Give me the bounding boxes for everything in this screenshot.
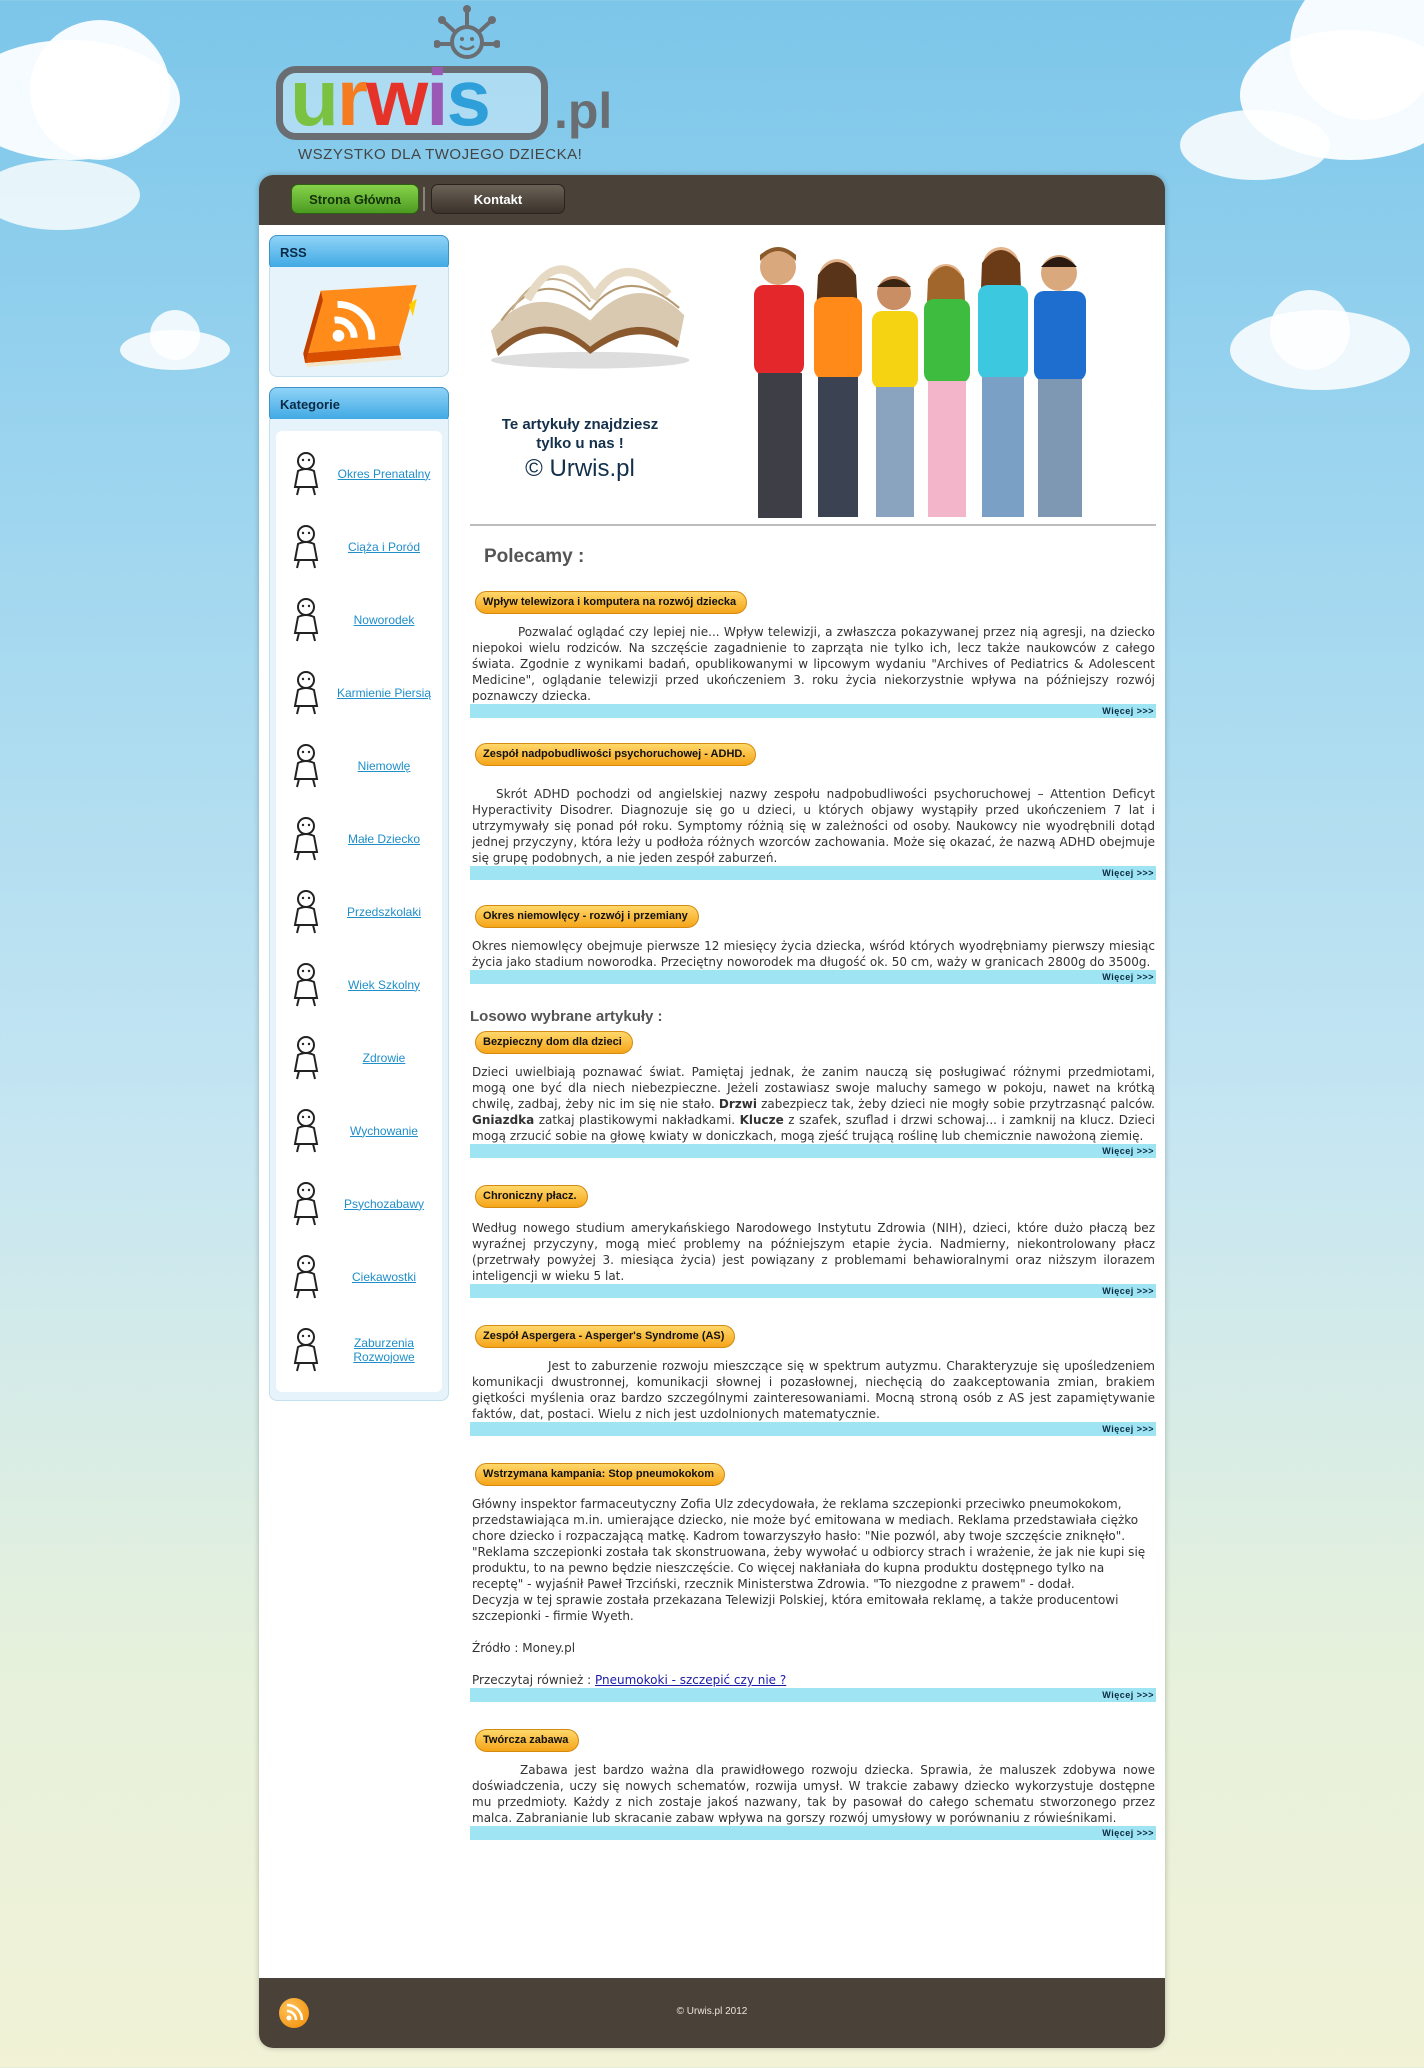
article-source: Źródło : Money.pl bbox=[472, 1641, 576, 1655]
text-fragment: zatkaj plastikowymi nakładkami. bbox=[534, 1113, 740, 1127]
bold-term: Klucze bbox=[739, 1113, 784, 1127]
logo-letter: w bbox=[366, 53, 427, 142]
banner-copyright: © Urwis.pl bbox=[525, 455, 635, 482]
read-more-link[interactable]: Więcej >>> bbox=[470, 1422, 1156, 1436]
logo-letter: r bbox=[336, 53, 367, 142]
infant-icon bbox=[284, 741, 328, 789]
nav-contact-button[interactable]: Kontakt bbox=[431, 184, 565, 214]
article-title[interactable]: Chroniczny płacz. bbox=[475, 1185, 588, 1208]
health-icon bbox=[284, 1033, 328, 1081]
main-content bbox=[470, 225, 1156, 1840]
newborn-icon bbox=[284, 595, 328, 643]
read-also-label: Przeczytaj również : bbox=[472, 1673, 592, 1687]
cloud-decoration bbox=[1270, 290, 1350, 370]
read-more-link[interactable]: Więcej >>> bbox=[470, 704, 1156, 718]
top-navigation bbox=[259, 175, 1165, 225]
banner bbox=[470, 225, 1156, 526]
article bbox=[470, 904, 1156, 984]
category-item[interactable] bbox=[276, 729, 442, 802]
article-excerpt: Skrót ADHD pochodzi od angielskiej nazwy zespołu nadpobudliwości psychoruchowej – Attention Deficyt Hyperactivity Disodrer. Diagnozuje się go u dzieci, u których objawy wystąpiły przed ukończeniem 7 lat i utrzymywały się ponad pół roku. Symptomy różnią się w zależności od osoby. Naukowcy nie wyodrębnili dotąd jednej przyczyny, która leży u podłoża różnych wzorców zachowania. Może się okazać, że nazwą ADHD obejmuje się grupę podobnych, a nie jeden zespół zaburzeń. bbox=[472, 787, 1155, 865]
footer bbox=[259, 1978, 1165, 2048]
random-articles bbox=[470, 1030, 1156, 1840]
category-list bbox=[276, 431, 442, 1392]
category-item[interactable] bbox=[276, 1094, 442, 1167]
category-link[interactable]: Wychowanie bbox=[350, 1123, 418, 1138]
article-title[interactable]: Twórcza zabawa bbox=[475, 1729, 579, 1752]
article-title[interactable]: Zespół nadpobudliwości psychoruchowej - ADHD. bbox=[475, 743, 756, 766]
text-fragment: Dzieci uwielbiają poznawać świat. Pamiętaj jednak, że zanim nauczą się posługiwać różnymi przedmiotami, mogą one być dla niech niebezpieczne. Jeżeli zostawiasz swoje maluchy samego w pokoju, nawet na krótką chwilę, zadbaj, żeby nic im się nie stało. bbox=[472, 1065, 1155, 1111]
article-excerpt: Okres niemowlęcy obejmuje pierwsze 12 miesięcy życia dziecka, wśród których wyodrębniamy pierwszy miesiąc życia jako stadium noworodka. Przeciętny noworodek ma długość ok. 50 cm, waży w granicach 2800g do 3500g. bbox=[472, 939, 1155, 969]
banner-line-1: Te artykuły znajdziesz bbox=[501, 416, 659, 433]
article-paragraph: "Reklama szczepionki została tak skonstruowana, żeby wywołać u odbiorcy strach i wrażenie, że jak nie kupi się produktu, to na pewno będzie nieszczęście. Co więcej nakłaniała do kupna produktu dostępnego tylko na receptę" - wyjaśnił Paweł Trzciński, rzecznik Ministerstwa Zdrowia. "To niezgodne z prawem" - dodał. bbox=[472, 1545, 1146, 1591]
article bbox=[470, 1728, 1156, 1840]
rss-box-title: RSS bbox=[269, 235, 449, 271]
upbringing-icon bbox=[284, 1106, 328, 1154]
read-more-link[interactable]: Więcej >>> bbox=[470, 1688, 1156, 1702]
logo-domain-suffix: .pl bbox=[554, 83, 613, 139]
article bbox=[470, 590, 1156, 718]
read-more-link[interactable]: Więcej >>> bbox=[470, 866, 1156, 880]
read-more-link[interactable]: Więcej >>> bbox=[470, 1144, 1156, 1158]
category-link[interactable]: Karmienie Piersią bbox=[336, 685, 432, 700]
categories-box bbox=[269, 419, 449, 1401]
text-fragment: z szafek, szuflad i drzwi schowaj... i zamknij na klucz. Dzieci mogą zrzucić sobie na głowę kwiaty w doniczkach, mogą zjeść trującą roślinę lub chemicznie nawożoną ziemię. bbox=[472, 1113, 1155, 1143]
category-link[interactable]: Psychozabawy bbox=[343, 1196, 425, 1211]
banner-line-2: tylko u nas ! bbox=[536, 435, 624, 452]
pregnant-icon bbox=[284, 449, 328, 497]
read-more-link[interactable]: Więcej >>> bbox=[470, 1826, 1156, 1840]
article-excerpt bbox=[470, 1064, 1156, 1144]
article-excerpt: Jest to zaburzenie rozwoju mieszczące się w spektrum autyzmu. Charakteryzuje się upośledzeniem komunikacji dwustronnej, komunikacji słownej i pozasłownej, niechęcią do zaakceptowania zmian, brakiem giętkości myślenia oraz bardzo szczególnymi zainteresowaniami. Mocną stroną osób z AS jest zapamiętywanie faktów, dat, postaci. Wielu z nich jest uzdolnionych matematycznie. bbox=[472, 1359, 1155, 1421]
category-item[interactable] bbox=[276, 1167, 442, 1240]
stork-icon bbox=[284, 522, 328, 570]
article-title[interactable]: Zespół Aspergera - Asperger's Syndrome (AS) bbox=[475, 1325, 735, 1348]
category-item[interactable] bbox=[276, 875, 442, 948]
category-item[interactable] bbox=[276, 1021, 442, 1094]
read-also-link[interactable]: Pneumokoki - szczepić czy nie ? bbox=[594, 1673, 787, 1687]
read-also bbox=[472, 1672, 1155, 1688]
article-paragraph: Główny inspektor farmaceutyczny Zofia Ulz zdecydowała, że reklama szczepionki przeciwko pneumokokom, przedstawiająca m.in. umierające dziecko, nie może być emitowana w mediach. Reklama przedstawiała ciężko chore dziecko i rozpaczającą matkę. Kadrom towarzyszyło hasło: "Nie pozwól, aby twoje szczęście zniknęło". bbox=[472, 1497, 1139, 1543]
curiosity-icon bbox=[284, 1252, 328, 1300]
schoolchild-icon bbox=[284, 960, 328, 1008]
logo-letter: i bbox=[426, 53, 447, 142]
category-item[interactable] bbox=[276, 510, 442, 583]
logo-tagline: WSZYSTKO DLA TWOJEGO DZIECKA! bbox=[298, 146, 583, 163]
disorders-icon bbox=[284, 1325, 328, 1373]
category-item[interactable] bbox=[276, 656, 442, 729]
logo-letter: s bbox=[446, 53, 489, 142]
site-logo[interactable] bbox=[272, 4, 632, 164]
random-articles-heading: Losowo wybrane artykuły : bbox=[470, 1008, 663, 1025]
category-link[interactable]: Zaburzenia Rozwojowe bbox=[353, 1335, 415, 1364]
page-container bbox=[259, 175, 1165, 2048]
article-excerpt: Według nowego studium amerykańskiego Narodowego Instytutu Zdrowia (NIH), dzieci, które dużo płaczą bez wyraźnej przyczyny, mogą mieć problemy na późniejszym etapie życia. Nadmierny, niekontrolowany płacz (przetrwały powyżej 3. miesiąca życia) jest powiązany z problemami behawioralnymi oraz niższym ilorazem inteligencji w wieku 5 lat. bbox=[472, 1221, 1155, 1283]
bold-term: Gniazdka bbox=[472, 1113, 535, 1127]
category-item[interactable] bbox=[276, 437, 442, 510]
rss-box bbox=[269, 267, 449, 377]
category-link[interactable]: Ciąża i Poród bbox=[347, 539, 421, 554]
category-link[interactable]: Noworodek bbox=[353, 612, 415, 627]
open-book-image bbox=[470, 235, 700, 385]
article-excerpt bbox=[470, 1496, 1156, 1688]
category-item[interactable] bbox=[276, 802, 442, 875]
article-title[interactable]: Wpływ telewizora i komputera na rozwój dziecka bbox=[475, 591, 747, 614]
article bbox=[470, 1184, 1156, 1298]
category-item[interactable] bbox=[276, 948, 442, 1021]
category-item[interactable] bbox=[276, 1313, 442, 1386]
category-link[interactable]: Okres Prenatalny bbox=[337, 466, 431, 481]
bold-term: Drzwi bbox=[718, 1097, 757, 1111]
logo-letter: u bbox=[290, 53, 337, 142]
footer-copyright: © Urwis.pl 2012 bbox=[676, 2006, 748, 2017]
recommended-heading: Polecamy : bbox=[484, 546, 585, 567]
rss-book-icon[interactable] bbox=[290, 281, 430, 369]
toddler-icon bbox=[284, 814, 328, 862]
children-group-photo bbox=[734, 235, 1154, 525]
read-more-link[interactable]: Więcej >>> bbox=[470, 970, 1156, 984]
logo-wordmark bbox=[290, 53, 489, 142]
cloud-decoration bbox=[150, 310, 200, 360]
categories-box-title: Kategorie bbox=[269, 387, 449, 423]
article bbox=[470, 742, 1156, 880]
preschooler-icon bbox=[284, 887, 328, 935]
category-link[interactable]: Ciekawostki bbox=[351, 1269, 417, 1284]
article-title[interactable]: Okres niemowlęcy - rozwój i przemiany bbox=[475, 905, 699, 928]
article-paragraph: Decyzja w tej sprawie została przekazana Telewizji Polskiej, która emitowała reklamę, a także producentowi szczepionki - firmie Wyeth. bbox=[472, 1593, 1119, 1623]
category-link[interactable]: Wiek Szkolny bbox=[347, 977, 421, 992]
article bbox=[470, 1462, 1156, 1702]
category-item[interactable] bbox=[276, 1240, 442, 1313]
article-excerpt: Pozwalać oglądać czy lepiej nie... Wpływ telewizji, a zwłaszcza pokazywanej przez nią agresji, na dziecko niepokoi wielu rodziców. Na szczęście zagadnienie to zaprząta nie tylko ich, lecz także naukowców z całego świata. Zgodnie z wynikami badań, opublikowanymi w lipcowym wydaniu "Archives of Pediatrics & Adolescent Medicine", oglądanie telewizji przed ukończeniem 3. roku życia niekorzystnie wpływa na późniejszy rozwój poznawczy dziecka. bbox=[472, 625, 1155, 703]
sidebar bbox=[269, 235, 449, 1401]
category-link[interactable]: Niemowlę bbox=[357, 758, 411, 773]
category-item[interactable] bbox=[276, 583, 442, 656]
article-title[interactable]: Wstrzymana kampania: Stop pneumokokom bbox=[475, 1463, 725, 1486]
read-more-link[interactable]: Więcej >>> bbox=[470, 1284, 1156, 1298]
category-link[interactable]: Zdrowie bbox=[362, 1050, 406, 1065]
breastfeeding-icon bbox=[284, 668, 328, 716]
category-link[interactable]: Przedszkolaki bbox=[346, 904, 422, 919]
article-excerpt: Zabawa jest bardzo ważna dla prawidłowego rozwoju dziecka. Sprawia, że maluszek zdobywa nowe doświadczenia, uczy się nowych schematów, rozwija umysł. W trakcie zabawy dziecko wykorzystuje dostępne mu przedmioty. Każdy z nich zostaje jakoś nazwany, tak by pasował do całego schematu stworzonego przez malca. Zabranianie lub skracanie zabaw wpływa na gorszy rozwój umysłowy w porównaniu z rówieśnikami. bbox=[472, 1763, 1155, 1825]
banner-caption bbox=[500, 415, 660, 485]
cloud-decoration bbox=[0, 160, 140, 230]
article bbox=[470, 1324, 1156, 1436]
article-title[interactable]: Bezpieczny dom dla dzieci bbox=[475, 1031, 633, 1054]
text-fragment: zabezpiecz tak, żeby dzieci nie mogły sobie przytrzasnąć palców. bbox=[756, 1097, 1155, 1111]
article bbox=[470, 1030, 1156, 1158]
recommended-articles bbox=[470, 590, 1156, 984]
cloud-decoration bbox=[1180, 110, 1330, 180]
category-link[interactable]: Małe Dziecko bbox=[347, 831, 421, 846]
toy-blocks-icon bbox=[284, 1179, 328, 1227]
nav-home-button[interactable]: Strona Główna bbox=[291, 184, 419, 214]
nav-divider bbox=[423, 187, 425, 211]
cloud-decoration bbox=[30, 20, 170, 160]
